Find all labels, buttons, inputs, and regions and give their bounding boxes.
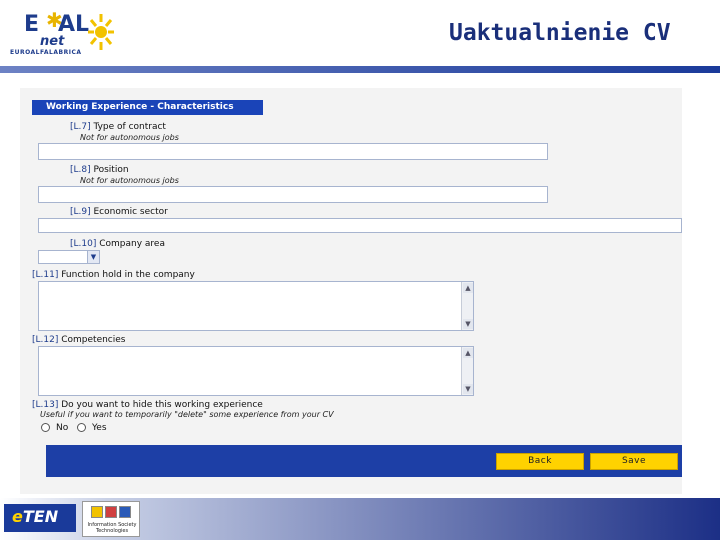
chevron-down-icon[interactable]: ▼ [87,251,99,263]
hide-experience-label [32,400,263,410]
ist-logo-square-icon [91,506,103,518]
logo-net: net [40,34,65,49]
sun-icon [86,12,116,52]
field-code: [L.7] [70,122,91,132]
section-header: Working Experience - Characteristics [32,100,263,115]
field-code: [L.11] [32,270,59,280]
radio-no[interactable] [41,423,50,432]
position-label [70,165,129,175]
field-label: Do you want to hide this working experience [61,400,263,410]
ist-logo [82,501,140,537]
eten-logo-ten: TEN [22,507,59,526]
footer [0,498,720,540]
field-label: Type of contract [93,122,166,132]
position-hint: Not for autonomous jobs [80,176,179,185]
type-of-contract-input[interactable] [38,143,548,160]
scroll-up-icon[interactable]: ▲ [463,348,473,358]
competencies-textarea[interactable] [38,346,474,396]
position-input[interactable] [38,186,548,203]
header-divider [0,66,720,73]
company-area-select[interactable] [38,250,100,264]
radio-yes-label: Yes [92,423,107,433]
field-label: Economic sector [93,207,168,217]
eten-logo [4,504,76,532]
field-label: Competencies [61,335,126,345]
logo-star-icon: ✱ [46,8,63,32]
field-code: [L.9] [70,207,91,217]
economic-sector-select[interactable] [38,218,682,233]
function-label [32,270,195,280]
logo-subtitle: EUROALFALABRICA [10,49,82,56]
field-code: [L.10] [70,239,97,249]
company-area-label [70,239,165,249]
button-bar [46,445,682,477]
scroll-up-icon[interactable]: ▲ [463,283,473,293]
economic-sector-label [70,207,168,217]
header [0,0,720,66]
save-button[interactable]: Save [590,453,678,470]
type-of-contract-hint: Not for autonomous jobs [80,133,179,142]
form-panel [20,88,682,494]
field-code: [L.8] [70,165,91,175]
type-of-contract-label [70,122,166,132]
eal-net-logo [6,6,114,58]
field-label: Function hold in the company [61,270,195,280]
back-button[interactable]: Back [496,453,584,470]
field-label: Position [93,165,129,175]
function-textarea[interactable] [38,281,474,331]
competencies-label [32,335,126,345]
page-title: Uaktualnienie CV [449,20,671,46]
field-code: [L.13] [32,400,59,410]
competencies-scrollbar[interactable] [461,347,473,395]
radio-no-label: No [56,423,69,433]
ist-logo-text: Information Society Technologies [87,522,137,534]
logo-letters-al: AL [58,12,90,37]
hide-experience-hint: Useful if you want to temporarily "delete" some experience from your CV [40,410,334,419]
ist-logo-square-icon [105,506,117,518]
ist-logo-square-icon [119,506,131,518]
scroll-down-icon[interactable]: ▼ [463,319,473,329]
field-label: Company area [99,239,165,249]
eten-logo-e: e [12,507,23,526]
field-code: [L.12] [32,335,59,345]
logo-letter-e: E [24,12,40,37]
function-scrollbar[interactable] [461,282,473,330]
radio-yes[interactable] [77,423,86,432]
scroll-down-icon[interactable]: ▼ [463,384,473,394]
